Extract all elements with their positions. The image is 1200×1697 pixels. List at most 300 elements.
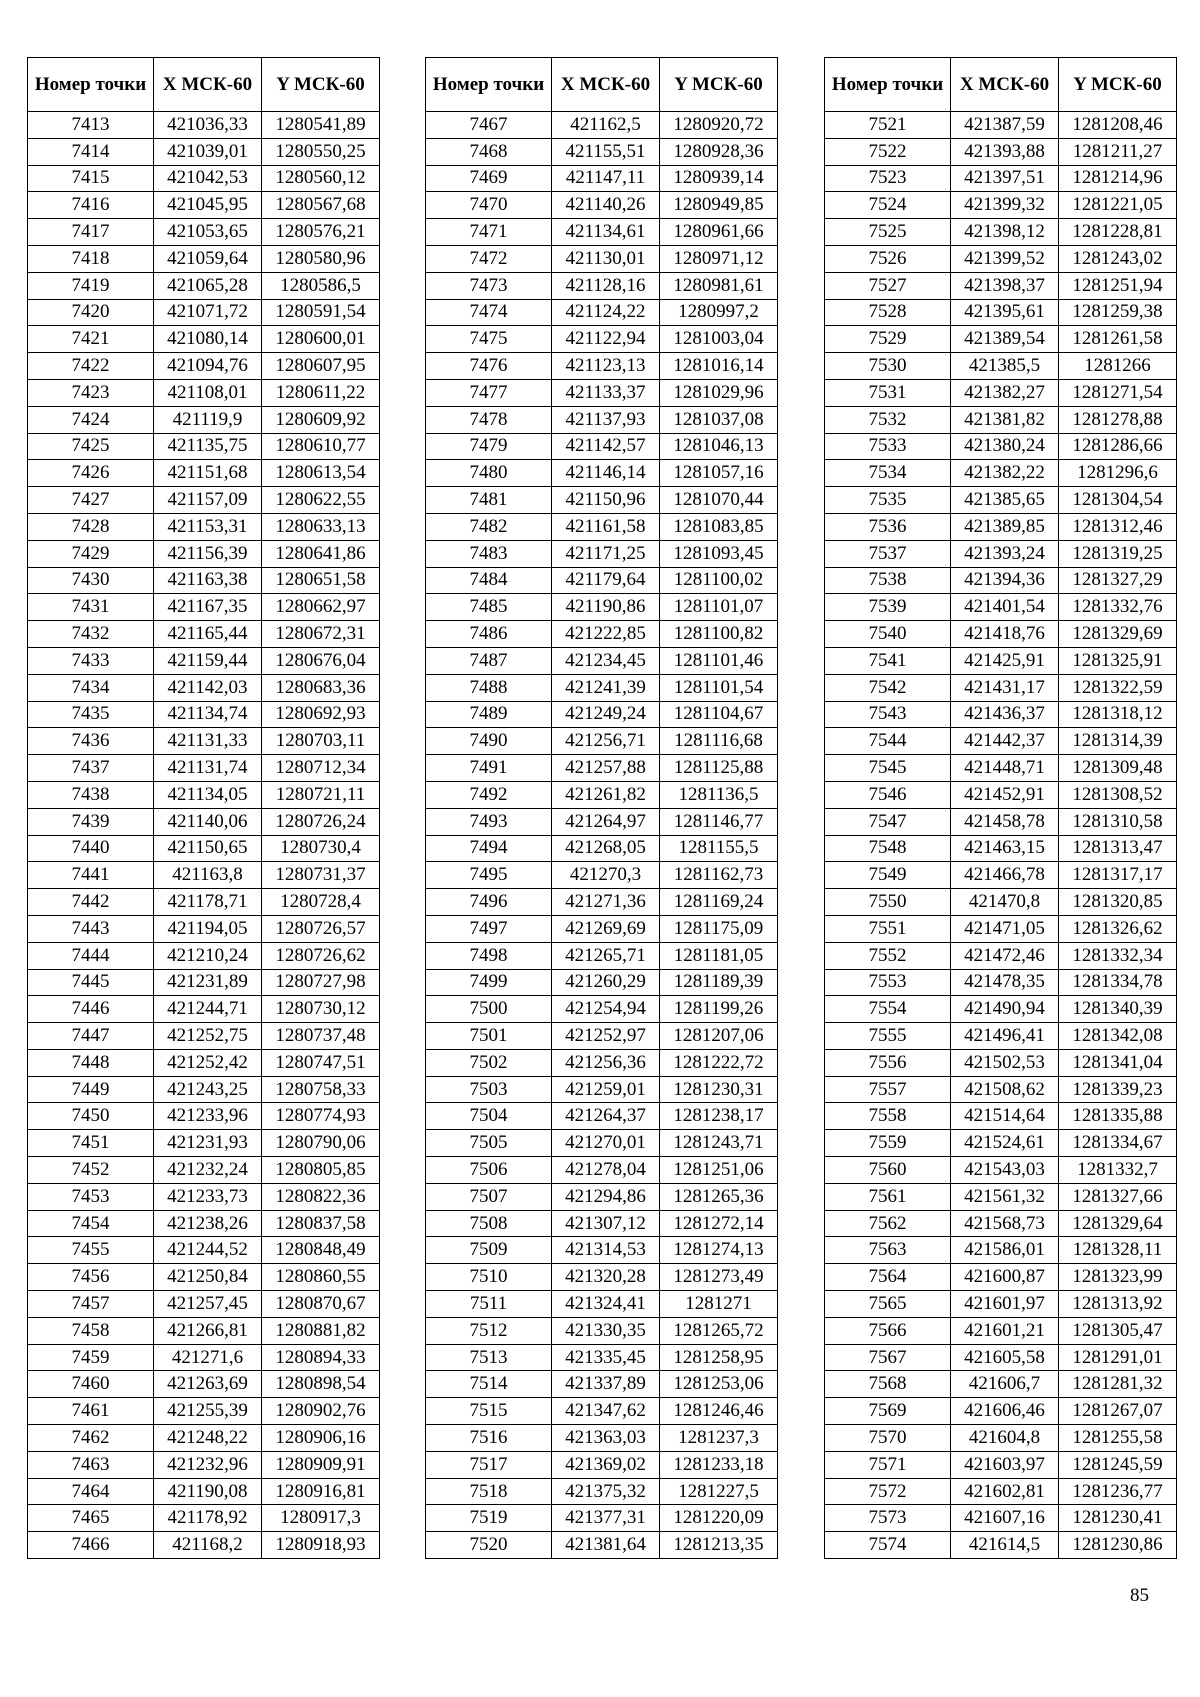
- point-number-cell: 7534: [825, 460, 951, 487]
- x-coordinate-cell: 421249,24: [552, 701, 660, 728]
- point-number-cell: 7423: [28, 379, 154, 406]
- point-number-cell: 7451: [28, 1130, 154, 1157]
- x-coordinate-cell: 421335,45: [552, 1344, 660, 1371]
- table-row: [825, 1210, 1177, 1237]
- y-coordinate-cell: 1281319,25: [1059, 540, 1177, 567]
- x-coordinate-cell: 421568,73: [951, 1210, 1059, 1237]
- x-coordinate-cell: 421466,78: [951, 862, 1059, 889]
- x-coordinate-cell: 421244,71: [154, 996, 262, 1023]
- x-coordinate-cell: 421389,54: [951, 326, 1059, 353]
- table-row: [825, 272, 1177, 299]
- x-coordinate-cell: 421162,5: [552, 112, 660, 139]
- point-number-cell: 7443: [28, 915, 154, 942]
- point-number-cell: 7450: [28, 1103, 154, 1130]
- table-row: [426, 1478, 778, 1505]
- point-number-cell: 7520: [426, 1532, 552, 1559]
- table-row: [28, 621, 380, 648]
- point-number-cell: 7566: [825, 1317, 951, 1344]
- point-number-cell: 7464: [28, 1478, 154, 1505]
- table-row: [28, 1103, 380, 1130]
- x-coordinate-cell: 421524,61: [951, 1130, 1059, 1157]
- y-coordinate-cell: 1281271,54: [1059, 379, 1177, 406]
- x-coordinate-cell: 421059,64: [154, 245, 262, 272]
- table-row: [426, 165, 778, 192]
- y-coordinate-cell: 1281221,05: [1059, 192, 1177, 219]
- x-coordinate-cell: 421324,41: [552, 1291, 660, 1318]
- x-coordinate-cell: 421401,54: [951, 594, 1059, 621]
- table-row: [825, 621, 1177, 648]
- y-coordinate-cell: 1281100,82: [660, 621, 778, 648]
- table-row: [426, 1344, 778, 1371]
- point-number-cell: 7486: [426, 621, 552, 648]
- table-row: [825, 862, 1177, 889]
- table-row: [426, 889, 778, 916]
- header-x: X МСК-60: [951, 58, 1059, 112]
- y-coordinate-cell: 1281323,99: [1059, 1264, 1177, 1291]
- table-row: [28, 915, 380, 942]
- table-row: [825, 1371, 1177, 1398]
- table-row: [426, 1103, 778, 1130]
- point-number-cell: 7514: [426, 1371, 552, 1398]
- table-row: [825, 1425, 1177, 1452]
- y-coordinate-cell: 1280916,81: [262, 1478, 380, 1505]
- table-row: [426, 379, 778, 406]
- x-coordinate-cell: 421261,82: [552, 781, 660, 808]
- x-coordinate-cell: 421337,89: [552, 1371, 660, 1398]
- x-coordinate-cell: 421330,35: [552, 1317, 660, 1344]
- x-coordinate-cell: 421150,96: [552, 487, 660, 514]
- y-coordinate-cell: 1281199,26: [660, 996, 778, 1023]
- y-coordinate-cell: 1281243,71: [660, 1130, 778, 1157]
- y-coordinate-cell: 1281327,66: [1059, 1183, 1177, 1210]
- table-row: [28, 755, 380, 782]
- table-row: [825, 487, 1177, 514]
- table-row: [825, 1264, 1177, 1291]
- table-row: [426, 567, 778, 594]
- table-row: [825, 1505, 1177, 1532]
- x-coordinate-cell: 421604,8: [951, 1425, 1059, 1452]
- y-coordinate-cell: 1280917,3: [262, 1505, 380, 1532]
- table-row: [426, 915, 778, 942]
- point-number-cell: 7560: [825, 1157, 951, 1184]
- table-row: [426, 674, 778, 701]
- table-row: [28, 379, 380, 406]
- table-body: [426, 112, 778, 1559]
- table-row: [825, 915, 1177, 942]
- table-row: [28, 1023, 380, 1050]
- x-coordinate-cell: 421614,5: [951, 1532, 1059, 1559]
- point-number-cell: 7473: [426, 272, 552, 299]
- point-number-cell: 7497: [426, 915, 552, 942]
- point-number-cell: 7490: [426, 728, 552, 755]
- y-coordinate-cell: 1280730,12: [262, 996, 380, 1023]
- table-row: [28, 808, 380, 835]
- header-row: [28, 58, 380, 112]
- table-row: [825, 1237, 1177, 1264]
- y-coordinate-cell: 1280906,16: [262, 1425, 380, 1452]
- table-row: [426, 594, 778, 621]
- y-coordinate-cell: 1280591,54: [262, 299, 380, 326]
- point-number-cell: 7435: [28, 701, 154, 728]
- x-coordinate-cell: 421137,93: [552, 406, 660, 433]
- point-number-cell: 7543: [825, 701, 951, 728]
- table-row: [426, 1157, 778, 1184]
- table-row: [825, 1130, 1177, 1157]
- x-coordinate-cell: 421603,97: [951, 1451, 1059, 1478]
- x-coordinate-cell: 421385,5: [951, 353, 1059, 380]
- point-number-cell: 7420: [28, 299, 154, 326]
- x-coordinate-cell: 421171,25: [552, 540, 660, 567]
- x-coordinate-cell: 421168,2: [154, 1532, 262, 1559]
- point-number-cell: 7465: [28, 1505, 154, 1532]
- x-coordinate-cell: 421381,82: [951, 406, 1059, 433]
- point-number-cell: 7487: [426, 647, 552, 674]
- x-coordinate-cell: 421256,71: [552, 728, 660, 755]
- x-coordinate-cell: 421128,16: [552, 272, 660, 299]
- table-row: [426, 487, 778, 514]
- point-number-cell: 7441: [28, 862, 154, 889]
- table-row: [28, 1210, 380, 1237]
- point-number-cell: 7504: [426, 1103, 552, 1130]
- x-coordinate-cell: 421210,24: [154, 942, 262, 969]
- point-number-cell: 7571: [825, 1451, 951, 1478]
- table-row: [825, 996, 1177, 1023]
- x-coordinate-cell: 421039,01: [154, 138, 262, 165]
- x-coordinate-cell: 421470,8: [951, 889, 1059, 916]
- x-coordinate-cell: 421463,15: [951, 835, 1059, 862]
- point-number-cell: 7416: [28, 192, 154, 219]
- y-coordinate-cell: 1281083,85: [660, 513, 778, 540]
- y-coordinate-cell: 1280607,95: [262, 353, 380, 380]
- y-coordinate-cell: 1280560,12: [262, 165, 380, 192]
- table-row: [825, 138, 1177, 165]
- table-row: [426, 326, 778, 353]
- point-number-cell: 7508: [426, 1210, 552, 1237]
- y-coordinate-cell: 1280971,12: [660, 245, 778, 272]
- point-number-cell: 7572: [825, 1478, 951, 1505]
- point-number-cell: 7434: [28, 674, 154, 701]
- y-coordinate-cell: 1281259,38: [1059, 299, 1177, 326]
- table-row: [28, 1451, 380, 1478]
- table-row: [426, 1425, 778, 1452]
- point-number-cell: 7529: [825, 326, 951, 353]
- x-coordinate-cell: 421381,64: [552, 1532, 660, 1559]
- x-coordinate-cell: 421377,31: [552, 1505, 660, 1532]
- x-coordinate-cell: 421231,89: [154, 969, 262, 996]
- y-coordinate-cell: 1280805,85: [262, 1157, 380, 1184]
- table-row: [426, 835, 778, 862]
- x-coordinate-cell: 421259,01: [552, 1076, 660, 1103]
- point-number-cell: 7495: [426, 862, 552, 889]
- point-number-cell: 7469: [426, 165, 552, 192]
- point-number-cell: 7428: [28, 513, 154, 540]
- y-coordinate-cell: 1281230,86: [1059, 1532, 1177, 1559]
- y-coordinate-cell: 1281296,6: [1059, 460, 1177, 487]
- point-number-cell: 7485: [426, 594, 552, 621]
- y-coordinate-cell: 1280726,62: [262, 942, 380, 969]
- x-coordinate-cell: 421134,61: [552, 219, 660, 246]
- point-number-cell: 7479: [426, 433, 552, 460]
- x-coordinate-cell: 421514,64: [951, 1103, 1059, 1130]
- table-row: [825, 567, 1177, 594]
- x-coordinate-cell: 421257,45: [154, 1291, 262, 1318]
- x-coordinate-cell: 421124,22: [552, 299, 660, 326]
- y-coordinate-cell: 1280747,51: [262, 1049, 380, 1076]
- table-row: [426, 112, 778, 139]
- x-coordinate-cell: 421382,22: [951, 460, 1059, 487]
- x-coordinate-cell: 421263,69: [154, 1371, 262, 1398]
- table-row: [28, 192, 380, 219]
- point-number-cell: 7522: [825, 138, 951, 165]
- table-row: [825, 969, 1177, 996]
- table-row: [426, 621, 778, 648]
- y-coordinate-cell: 1280580,96: [262, 245, 380, 272]
- point-number-cell: 7535: [825, 487, 951, 514]
- y-coordinate-cell: 1281070,44: [660, 487, 778, 514]
- y-coordinate-cell: 1281342,08: [1059, 1023, 1177, 1050]
- y-coordinate-cell: 1280728,4: [262, 889, 380, 916]
- y-coordinate-cell: 1281251,94: [1059, 272, 1177, 299]
- y-coordinate-cell: 1281261,58: [1059, 326, 1177, 353]
- point-number-cell: 7458: [28, 1317, 154, 1344]
- point-number-cell: 7447: [28, 1023, 154, 1050]
- point-number-cell: 7540: [825, 621, 951, 648]
- table-row: [825, 728, 1177, 755]
- y-coordinate-cell: 1281332,7: [1059, 1157, 1177, 1184]
- table-row: [825, 1478, 1177, 1505]
- table-row: [28, 1049, 380, 1076]
- x-coordinate-cell: 421269,69: [552, 915, 660, 942]
- table-row: [426, 1237, 778, 1264]
- point-number-cell: 7437: [28, 755, 154, 782]
- table-row: [825, 674, 1177, 701]
- x-coordinate-cell: 421347,62: [552, 1398, 660, 1425]
- x-coordinate-cell: 421271,36: [552, 889, 660, 916]
- table-row: [28, 1398, 380, 1425]
- x-coordinate-cell: 421268,05: [552, 835, 660, 862]
- table-row: [28, 219, 380, 246]
- y-coordinate-cell: 1281155,5: [660, 835, 778, 862]
- point-number-cell: 7474: [426, 299, 552, 326]
- x-coordinate-cell: 421389,85: [951, 513, 1059, 540]
- x-coordinate-cell: 421119,9: [154, 406, 262, 433]
- table-row: [825, 219, 1177, 246]
- table-row: [28, 1076, 380, 1103]
- point-number-cell: 7550: [825, 889, 951, 916]
- table-row: [426, 1291, 778, 1318]
- point-number-cell: 7422: [28, 353, 154, 380]
- table-row: [28, 969, 380, 996]
- y-coordinate-cell: 1280928,36: [660, 138, 778, 165]
- table-row: [825, 835, 1177, 862]
- table-row: [426, 942, 778, 969]
- y-coordinate-cell: 1281310,58: [1059, 808, 1177, 835]
- x-coordinate-cell: 421080,14: [154, 326, 262, 353]
- x-coordinate-cell: 421122,94: [552, 326, 660, 353]
- x-coordinate-cell: 421452,91: [951, 781, 1059, 808]
- y-coordinate-cell: 1281327,29: [1059, 567, 1177, 594]
- table-row: [28, 1532, 380, 1559]
- y-coordinate-cell: 1280651,58: [262, 567, 380, 594]
- table-row: [426, 1371, 778, 1398]
- table-row: [426, 406, 778, 433]
- point-number-cell: 7482: [426, 513, 552, 540]
- y-coordinate-cell: 1281029,96: [660, 379, 778, 406]
- y-coordinate-cell: 1281169,24: [660, 889, 778, 916]
- point-number-cell: 7498: [426, 942, 552, 969]
- table-row: [426, 192, 778, 219]
- x-coordinate-cell: 421602,81: [951, 1478, 1059, 1505]
- y-coordinate-cell: 1280609,92: [262, 406, 380, 433]
- point-number-cell: 7511: [426, 1291, 552, 1318]
- point-number-cell: 7502: [426, 1049, 552, 1076]
- x-coordinate-cell: 421270,3: [552, 862, 660, 889]
- table-row: [825, 299, 1177, 326]
- table-row: [28, 996, 380, 1023]
- point-number-cell: 7537: [825, 540, 951, 567]
- y-coordinate-cell: 1281222,72: [660, 1049, 778, 1076]
- point-number-cell: 7430: [28, 567, 154, 594]
- x-coordinate-cell: 421130,01: [552, 245, 660, 272]
- point-number-cell: 7499: [426, 969, 552, 996]
- y-coordinate-cell: 1281320,85: [1059, 889, 1177, 916]
- y-coordinate-cell: 1280894,33: [262, 1344, 380, 1371]
- point-number-cell: 7517: [426, 1451, 552, 1478]
- point-number-cell: 7472: [426, 245, 552, 272]
- point-number-cell: 7524: [825, 192, 951, 219]
- y-coordinate-cell: 1280703,11: [262, 728, 380, 755]
- coordinates-table-3: [824, 57, 1177, 1559]
- point-number-cell: 7493: [426, 808, 552, 835]
- table-row: [28, 1505, 380, 1532]
- point-number-cell: 7574: [825, 1532, 951, 1559]
- table-row: [28, 138, 380, 165]
- y-coordinate-cell: 1280726,57: [262, 915, 380, 942]
- y-coordinate-cell: 1281317,17: [1059, 862, 1177, 889]
- point-number-cell: 7521: [825, 112, 951, 139]
- x-coordinate-cell: 421094,76: [154, 353, 262, 380]
- table-row: [28, 1157, 380, 1184]
- x-coordinate-cell: 421418,76: [951, 621, 1059, 648]
- table-row: [426, 728, 778, 755]
- x-coordinate-cell: 421606,46: [951, 1398, 1059, 1425]
- x-coordinate-cell: 421163,8: [154, 862, 262, 889]
- point-number-cell: 7559: [825, 1130, 951, 1157]
- y-coordinate-cell: 1280721,11: [262, 781, 380, 808]
- table-row: [426, 245, 778, 272]
- y-coordinate-cell: 1281207,06: [660, 1023, 778, 1050]
- point-number-cell: 7562: [825, 1210, 951, 1237]
- y-coordinate-cell: 1281334,78: [1059, 969, 1177, 996]
- point-number-cell: 7531: [825, 379, 951, 406]
- point-number-cell: 7506: [426, 1157, 552, 1184]
- table-row: [426, 808, 778, 835]
- header-y: Y МСК-60: [262, 58, 380, 112]
- x-coordinate-cell: 421157,09: [154, 487, 262, 514]
- table-row: [825, 1076, 1177, 1103]
- x-coordinate-cell: 421053,65: [154, 219, 262, 246]
- x-coordinate-cell: 421241,39: [552, 674, 660, 701]
- table-row: [426, 272, 778, 299]
- table-row: [28, 1344, 380, 1371]
- y-coordinate-cell: 1280774,93: [262, 1103, 380, 1130]
- point-number-cell: 7470: [426, 192, 552, 219]
- x-coordinate-cell: 421231,93: [154, 1130, 262, 1157]
- x-coordinate-cell: 421257,88: [552, 755, 660, 782]
- y-coordinate-cell: 1280961,66: [660, 219, 778, 246]
- x-coordinate-cell: 421398,12: [951, 219, 1059, 246]
- header-point: Номер точки: [426, 58, 552, 112]
- page-number: 85: [1130, 1585, 1149, 1606]
- x-coordinate-cell: 421436,37: [951, 701, 1059, 728]
- y-coordinate-cell: 1281312,46: [1059, 513, 1177, 540]
- table-row: [825, 406, 1177, 433]
- table-row: [825, 460, 1177, 487]
- table-row: [28, 1183, 380, 1210]
- point-number-cell: 7556: [825, 1049, 951, 1076]
- x-coordinate-cell: 421256,36: [552, 1049, 660, 1076]
- table-row: [426, 1049, 778, 1076]
- x-coordinate-cell: 421382,27: [951, 379, 1059, 406]
- x-coordinate-cell: 421399,32: [951, 192, 1059, 219]
- table-row: [825, 1049, 1177, 1076]
- x-coordinate-cell: 421190,08: [154, 1478, 262, 1505]
- x-coordinate-cell: 421252,97: [552, 1023, 660, 1050]
- y-coordinate-cell: 1281304,54: [1059, 487, 1177, 514]
- point-number-cell: 7442: [28, 889, 154, 916]
- point-number-cell: 7413: [28, 112, 154, 139]
- y-coordinate-cell: 1281057,16: [660, 460, 778, 487]
- header-x: X МСК-60: [552, 58, 660, 112]
- x-coordinate-cell: 421142,03: [154, 674, 262, 701]
- x-coordinate-cell: 421134,74: [154, 701, 262, 728]
- table-row: [426, 1210, 778, 1237]
- y-coordinate-cell: 1280727,98: [262, 969, 380, 996]
- point-number-cell: 7417: [28, 219, 154, 246]
- y-coordinate-cell: 1281265,72: [660, 1317, 778, 1344]
- y-coordinate-cell: 1280633,13: [262, 513, 380, 540]
- table-row: [28, 781, 380, 808]
- x-coordinate-cell: 421155,51: [552, 138, 660, 165]
- x-coordinate-cell: 421140,06: [154, 808, 262, 835]
- y-coordinate-cell: 1281238,17: [660, 1103, 778, 1130]
- y-coordinate-cell: 1280902,76: [262, 1398, 380, 1425]
- y-coordinate-cell: 1280758,33: [262, 1076, 380, 1103]
- table-row: [28, 460, 380, 487]
- point-number-cell: 7460: [28, 1371, 154, 1398]
- x-coordinate-cell: 421131,33: [154, 728, 262, 755]
- y-coordinate-cell: 1280822,36: [262, 1183, 380, 1210]
- table-row: [426, 1183, 778, 1210]
- table-row: [825, 112, 1177, 139]
- point-number-cell: 7519: [426, 1505, 552, 1532]
- x-coordinate-cell: 421264,97: [552, 808, 660, 835]
- x-coordinate-cell: 421232,24: [154, 1157, 262, 1184]
- x-coordinate-cell: 421234,45: [552, 647, 660, 674]
- y-coordinate-cell: 1281116,68: [660, 728, 778, 755]
- table-row: [825, 594, 1177, 621]
- table-row: [28, 647, 380, 674]
- point-number-cell: 7444: [28, 942, 154, 969]
- y-coordinate-cell: 1281146,77: [660, 808, 778, 835]
- point-number-cell: 7564: [825, 1264, 951, 1291]
- y-coordinate-cell: 1280692,93: [262, 701, 380, 728]
- x-coordinate-cell: 421397,51: [951, 165, 1059, 192]
- x-coordinate-cell: 421178,92: [154, 1505, 262, 1532]
- x-coordinate-cell: 421270,01: [552, 1130, 660, 1157]
- header-point: Номер точки: [825, 58, 951, 112]
- table-row: [426, 1317, 778, 1344]
